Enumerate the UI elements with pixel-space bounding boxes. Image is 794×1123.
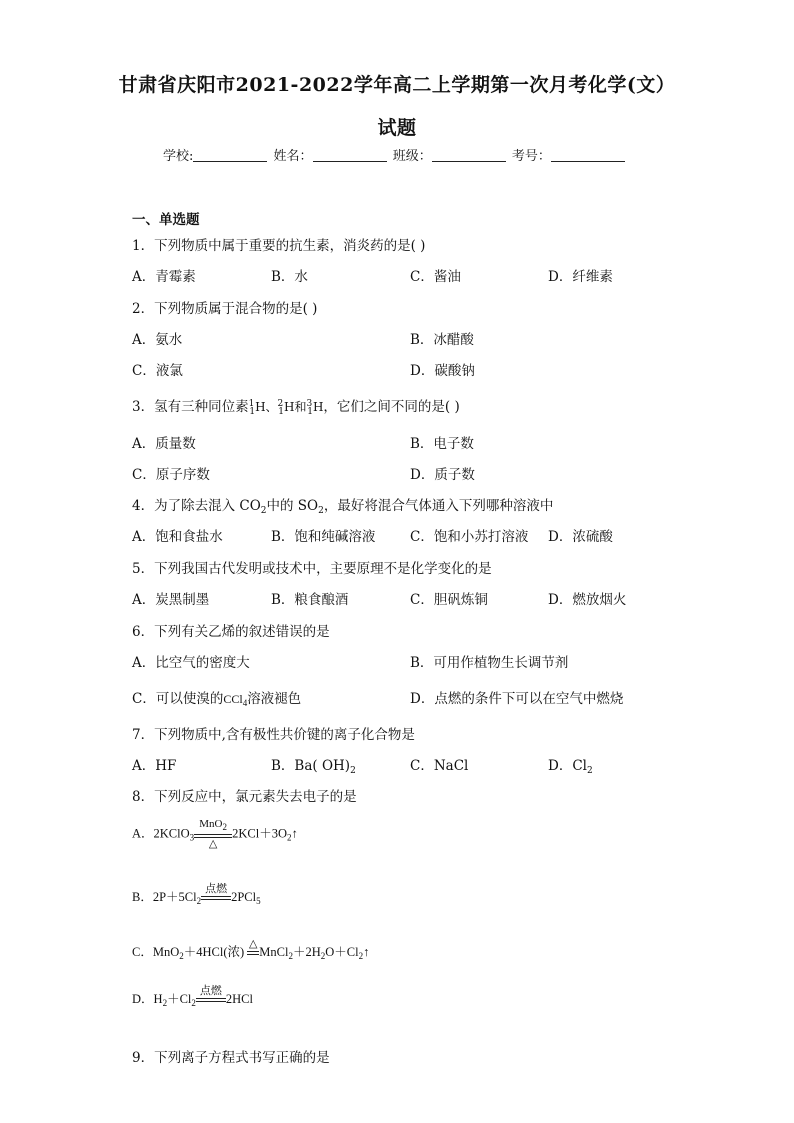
q2-option-a: A．氨水 — [132, 332, 183, 348]
q7-option-c: C．NaCl — [410, 758, 469, 774]
q3-option-a: A．质量数 — [132, 436, 196, 452]
isotope-symbols: $^1_1$H、$^2_1$H和$^3_1$H — [248, 399, 324, 417]
q1-option-a: A．青霉素 — [132, 269, 196, 285]
q3-option-c: C．原子序数 — [132, 467, 210, 483]
q2-option-c: C．液氯 — [132, 363, 183, 379]
q5-option-a: A．炭黑制墨 — [132, 592, 210, 608]
reaction-condition: MnO$_2$ △ — [194, 818, 232, 851]
q8-option-a: A．2KClO$_3$ MnO$_2$ △ $2KCl+3O_2↑$ — [132, 818, 298, 850]
school-field[interactable] — [193, 149, 267, 162]
q2-option-d: D．碳酸钠 — [410, 363, 475, 379]
q1-option-d: D．纤维素 — [548, 269, 613, 285]
q2-option-b: B．冰醋酸 — [410, 332, 474, 348]
ccl4-formula: CCl$_4$ — [223, 692, 248, 708]
q4-option-c: C．饱和小苏打溶液 — [410, 529, 529, 545]
q8-option-b: B．$2P+5Cl_2$ 点燃 2PCl$_5$ — [132, 883, 261, 913]
reaction-condition: 点燃 — [196, 985, 226, 1015]
exam-no-field[interactable] — [551, 149, 625, 162]
page-title: 甘肃省庆阳市2021-2022学年高二上学期第一次月考化学(文） — [118, 74, 676, 96]
reaction-condition: 点燃 — [201, 883, 231, 913]
page-title-line2: 试题 — [377, 117, 417, 139]
q3-option-d: D．质子数 — [410, 467, 475, 483]
q1-option-c: C．酱油 — [410, 269, 461, 285]
q8-option-d: D．$H_2+Cl_2$ 点燃 2HCl — [132, 985, 253, 1015]
reaction-condition: △ — [247, 938, 259, 968]
q6-option-d: D．点燃的条件下可以在空气中燃烧 — [410, 691, 624, 707]
q1-option-b: B．水 — [271, 269, 308, 285]
q4-option-b: B．饱和纯碱溶液 — [271, 529, 376, 545]
q4-option-d: D．浓硫酸 — [548, 529, 613, 545]
q6-option-b: B．可用作植物生长调节剂 — [410, 655, 569, 671]
question-3: 3．氢有三种同位素$^1_1$H、$^2_1$H和$^3_1$H，它们之间不同的是( ) — [132, 399, 460, 417]
q5-option-b: B．粮食酿酒 — [271, 592, 349, 608]
student-info-row: 学校: 姓名： 班级： 考号： — [163, 145, 627, 164]
question-9: 9．下列离子方程式书写正确的是 — [132, 1050, 330, 1066]
question-8: 8．下列反应中，氯元素失去电子的是 — [132, 789, 357, 805]
question-5: 5．下列我国古代发明或技术中，主要原理不是化学变化的是 — [132, 561, 492, 577]
q5-option-d: D．燃放烟火 — [548, 592, 627, 608]
q7-option-a: A．HF — [132, 758, 177, 774]
name-field[interactable] — [313, 149, 387, 162]
section-heading: 一、单选题 — [132, 212, 200, 228]
q6-option-a: A．比空气的密度大 — [132, 655, 250, 671]
q4-option-a: A．饱和食盐水 — [132, 529, 223, 545]
q8-option-c: C．MnO$_2$＋4HCl(浓) △ $MnCl_2+2H_2O+Cl_2↑$ — [132, 938, 369, 968]
question-1: 1．下列物质中属于重要的抗生素，消炎药的是( ) — [132, 238, 426, 254]
q3-option-b: B．电子数 — [410, 436, 474, 452]
q5-option-c: C．胆矾炼铜 — [410, 592, 488, 608]
q7-option-b: B．Ba( $OH)_2$ — [271, 758, 356, 776]
question-7: 7．下列物质中,含有极性共价键的离子化合物是 — [132, 727, 415, 743]
q6-option-c: C．可以使溴的CCl$_4$溶液褪色 — [132, 691, 302, 708]
question-2: 2．下列物质属于混合物的是( ) — [132, 301, 318, 317]
question-6: 6．下列有关乙烯的叙述错误的是 — [132, 624, 330, 640]
question-4: 4．为了除去混入 $CO_2$中的 $SO_2$，最好将混合气体通入下列哪种溶液中 — [132, 498, 554, 516]
class-field[interactable] — [432, 149, 506, 162]
q7-option-d: D．$Cl_2$ — [548, 758, 593, 776]
